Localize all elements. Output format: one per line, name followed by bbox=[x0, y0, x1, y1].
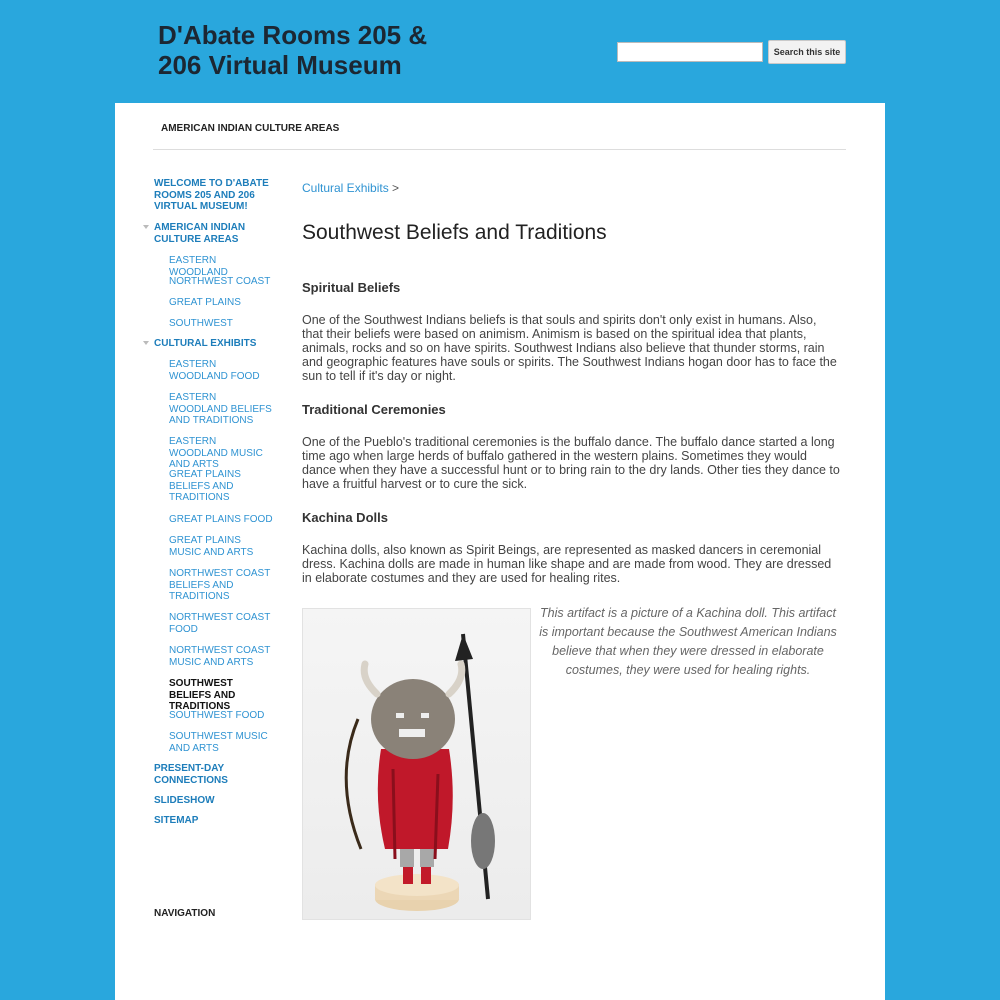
sidebar-item-southwest[interactable]: SOUTHWEST bbox=[169, 318, 233, 329]
sidebar-item-american-indian-culture-areas[interactable]: AMERICAN INDIAN CULTURE AREAS bbox=[154, 222, 269, 245]
breadcrumb-separator: > bbox=[392, 181, 400, 195]
search-input[interactable] bbox=[617, 42, 763, 62]
kachina-doll-image[interactable] bbox=[302, 608, 531, 920]
topnav-item-american-indian-culture-areas[interactable]: AMERICAN INDIAN CULTURE AREAS bbox=[161, 123, 340, 134]
site-title[interactable]: D'Abate Rooms 205 & 206 Virtual Museum bbox=[158, 20, 428, 80]
sidebar-item-eastern-woodland-music[interactable]: EASTERN WOODLAND MUSIC AND ARTS bbox=[169, 436, 263, 470]
sidebar-item-great-plains-music[interactable]: GREAT PLAINS MUSIC AND ARTS bbox=[169, 535, 254, 558]
sidebar-item-cultural-exhibits[interactable]: CULTURAL EXHIBITS bbox=[154, 338, 269, 350]
sidebar-item-eastern-woodland-food[interactable]: EASTERN WOODLAND FOOD bbox=[169, 359, 260, 382]
sidebar-item-northwest-coast-music[interactable]: NORTHWEST COAST MUSIC AND ARTS bbox=[169, 645, 271, 668]
expand-triangle-icon[interactable] bbox=[143, 341, 149, 345]
sidebar-item-slideshow[interactable]: SLIDESHOW bbox=[154, 795, 215, 806]
section-text-spiritual-beliefs: One of the Southwest Indians beliefs is that souls and spirits don't only exist in humans. Also, that their beliefs were based on animism. Animism is based on the spiritual idea that plants, animals, rocks and so on have spirits. Southwest Indians also believe that thunder storms, rain and geographic features have souls or spirits. The Southwest Indians hogan door has to face the sun to tell if it's day or night. bbox=[302, 313, 837, 383]
section-heading-spiritual-beliefs: Spiritual Beliefs bbox=[302, 280, 401, 295]
sidebar-item-great-plains-food[interactable]: GREAT PLAINS FOOD bbox=[169, 514, 273, 525]
sidebar-item-southwest-food[interactable]: SOUTHWEST FOOD bbox=[169, 710, 265, 721]
navigation-footer-label: NAVIGATION bbox=[154, 908, 216, 919]
sidebar-item-northwest-coast-food[interactable]: NORTHWEST COAST FOOD bbox=[169, 612, 271, 635]
sidebar-item-southwest-beliefs[interactable]: SOUTHWEST BELIEFS AND TRADITIONS bbox=[169, 678, 236, 712]
sidebar-item-sitemap[interactable]: SITEMAP bbox=[154, 815, 199, 826]
section-heading-traditional-ceremonies: Traditional Ceremonies bbox=[302, 402, 446, 417]
page-content bbox=[115, 103, 885, 1000]
kachina-doll-illustration bbox=[303, 609, 531, 920]
search-button[interactable]: Search this site bbox=[768, 40, 846, 64]
page-title: Southwest Beliefs and Traditions bbox=[302, 221, 607, 244]
expand-triangle-icon[interactable] bbox=[143, 225, 149, 229]
sidebar-item-northwest-coast[interactable]: NORTHWEST COAST bbox=[169, 276, 271, 287]
breadcrumb-link-cultural-exhibits[interactable]: Cultural Exhibits bbox=[302, 181, 389, 195]
top-navigation bbox=[153, 103, 846, 150]
image-caption: This artifact is a picture of a Kachina doll. This artifact is important because the Southwest American Indians believe that when they were dressed in elaborate costumes, they were used for healing rights. bbox=[539, 606, 837, 677]
section-text-kachina-dolls: Kachina dolls, also known as Spirit Beings, are represented as masked dancers in ceremonial dress. Kachina dolls are made in human like shape and are made from wood. They are dressed in elaborate costumes and they are used for healing rites. bbox=[302, 543, 832, 585]
breadcrumb bbox=[302, 181, 399, 195]
sidebar-item-eastern-woodland-beliefs[interactable]: EASTERN WOODLAND BELIEFS AND TRADITIONS bbox=[169, 392, 272, 426]
sidebar-item-welcome[interactable]: WELCOME TO D'ABATE ROOMS 205 AND 206 VIRTUAL MUSEUM! bbox=[154, 178, 269, 212]
sidebar-item-eastern-woodland[interactable]: EASTERN WOODLAND bbox=[169, 255, 228, 278]
sidebar-item-great-plains-beliefs[interactable]: GREAT PLAINS BELIEFS AND TRADITIONS bbox=[169, 469, 241, 503]
sidebar-item-northwest-coast-beliefs[interactable]: NORTHWEST COAST BELIEFS AND TRADITIONS bbox=[169, 568, 271, 602]
section-heading-kachina-dolls: Kachina Dolls bbox=[302, 510, 388, 525]
section-text-traditional-ceremonies: One of the Pueblo's traditional ceremonies is the buffalo dance. The buffalo dance started a long time ago when large herds of buffalo gathered in the western plains. Sometimes they would dance when they have a successful hunt or to bring rain to the dry lands. Other ties they dance to have a fruitful harvest or to cure the sick. bbox=[302, 435, 840, 491]
sidebar-item-southwest-music[interactable]: SOUTHWEST MUSIC AND ARTS bbox=[169, 731, 268, 754]
sidebar-item-present-day-connections[interactable]: PRESENT-DAY CONNECTIONS bbox=[154, 763, 228, 786]
sidebar-item-great-plains[interactable]: GREAT PLAINS bbox=[169, 297, 241, 308]
